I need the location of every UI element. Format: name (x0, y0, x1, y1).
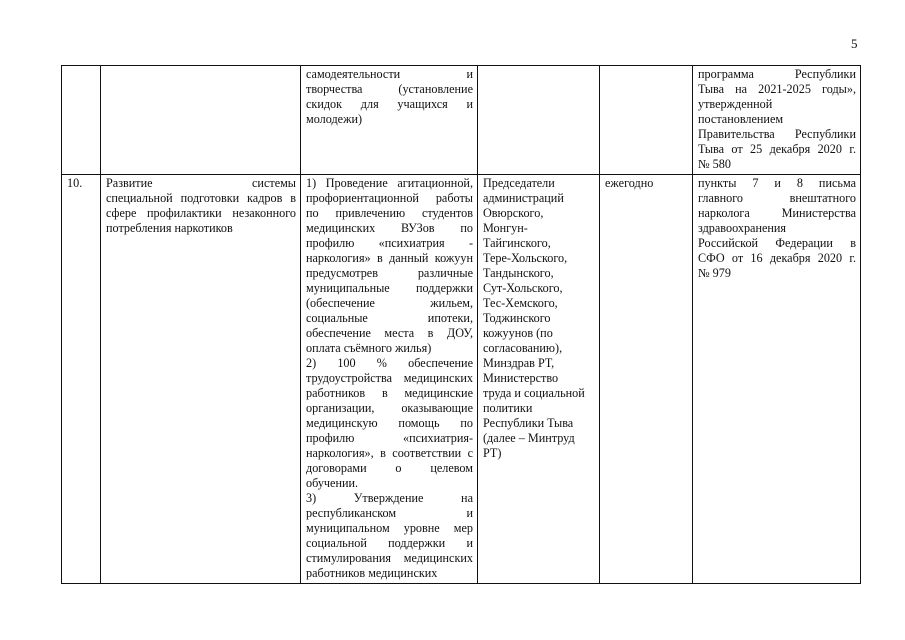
text-line: пункты 7 и 8 письма (698, 176, 856, 190)
text-line: медицинскую помощь по (306, 416, 473, 430)
text-line: № 979 (698, 266, 731, 280)
text-line: согласованию), (483, 341, 563, 355)
table-row (62, 66, 861, 175)
text-line: 1) Проведение агитационной, (306, 176, 473, 190)
text-line: наркология», в соответствии с (306, 446, 473, 460)
table-row (62, 175, 861, 584)
responsible-cell (478, 175, 600, 584)
text-line: 2) 100 % обеспечение (306, 356, 473, 370)
text-line: политики (483, 401, 533, 415)
text-line: здравоохранения (698, 221, 787, 235)
text-line: потребления наркотиков (106, 221, 233, 235)
measure-name-cell (101, 66, 301, 175)
responsible-cell (478, 66, 600, 175)
text-line: кожуунов (по (483, 326, 553, 340)
text-line: оплата съёмного жилья) (306, 341, 432, 355)
text-line: труда и социальной (483, 386, 585, 400)
row-number-cell (62, 66, 101, 175)
row-number-cell: 10. (62, 175, 101, 584)
text-line: Минздрав РТ, (483, 356, 555, 370)
text-line: обучении. (306, 476, 359, 490)
text-line: нарколога Министерства (698, 206, 856, 220)
measure-name-cell (101, 175, 301, 584)
deadline-cell (600, 66, 693, 175)
text-line: молодежи) (306, 112, 363, 126)
text-line: (далее – Минтруд (483, 431, 575, 445)
basis-cell (693, 66, 861, 175)
text-line: самодеятельности и (306, 67, 473, 81)
text-line: работников медицинских (306, 566, 438, 580)
text-line: республиканском и (306, 506, 473, 520)
text-line: Тыва от 25 декабря 2020 г. (698, 142, 856, 156)
text-line: муниципальные поддержки (306, 281, 473, 295)
text-line: профилю «психиатрия- (306, 431, 473, 445)
text-line: Правительства Республики (698, 127, 856, 141)
text-line: медицинских ВУЗов по (306, 221, 473, 235)
activities-cell (301, 66, 478, 175)
basis-cell (693, 175, 861, 584)
text-line: по привлечению студентов (306, 206, 473, 220)
text-line: Тайгинского, (483, 236, 551, 250)
text-line: постановлением (698, 112, 784, 126)
text-line: профориентационной работы (306, 191, 473, 205)
text-line: № 580 (698, 157, 731, 171)
text-line: РТ) (483, 446, 502, 460)
text-line: (обеспечение жильем, (306, 296, 473, 310)
text-line: Тес-Хемского, (483, 296, 558, 310)
text-line: организации, оказывающие (306, 401, 473, 415)
text-line: социальные ипотеки, (306, 311, 473, 325)
text-line: обеспечение места в ДОУ, (306, 326, 473, 340)
text-line: наркология» в данный кожуун (306, 251, 473, 265)
text-line: Тере-Хольского, (483, 251, 568, 265)
activities-cell (301, 175, 478, 584)
text-line: предусмотрев различные (306, 266, 473, 280)
text-line: социальной поддержки и (306, 536, 473, 550)
text-line: Председатели (483, 176, 555, 190)
text-line: творчества (установление (306, 82, 473, 96)
text-line: Тоджинского (483, 311, 551, 325)
text-line: Тыва на 2021-2025 годы», (698, 82, 856, 96)
document-table (61, 65, 861, 584)
page-number: 5 (851, 36, 858, 51)
text-line: трудоустройства медицинских (306, 371, 473, 385)
text-line: 3) Утверждение на (306, 491, 473, 505)
text-line: скидок для учащихся и (306, 97, 473, 111)
text-line: главного внештатного (698, 191, 856, 205)
text-line: Российской Федерации в (698, 236, 856, 250)
text-line: утвержденной (698, 97, 773, 111)
text-line: СФО от 16 декабря 2020 г. (698, 251, 856, 265)
deadline-cell: ежегодно (600, 175, 693, 584)
text-line: сфере профилактики незаконного (106, 206, 296, 220)
text-line: специальной подготовки кадров в (106, 191, 296, 205)
text-line: Сут-Хольского, (483, 281, 563, 295)
text-line: программа Республики (698, 67, 856, 81)
text-line: Овюрского, (483, 206, 544, 220)
text-line: муниципальном уровне мер (306, 521, 473, 535)
text-line: Республики Тыва (483, 416, 574, 430)
text-line: Развитие системы (106, 176, 296, 190)
text-line: Тандынского, (483, 266, 554, 280)
text-line: Монгун- (483, 221, 528, 235)
text-line: профилю «психиатрия - (306, 236, 473, 250)
text-line: стимулирования медицинских (306, 551, 473, 565)
text-line: договорами о целевом (306, 461, 473, 475)
text-line: Министерство (483, 371, 559, 385)
text-line: администраций (483, 191, 564, 205)
text-line: работников в медицинские (306, 386, 473, 400)
